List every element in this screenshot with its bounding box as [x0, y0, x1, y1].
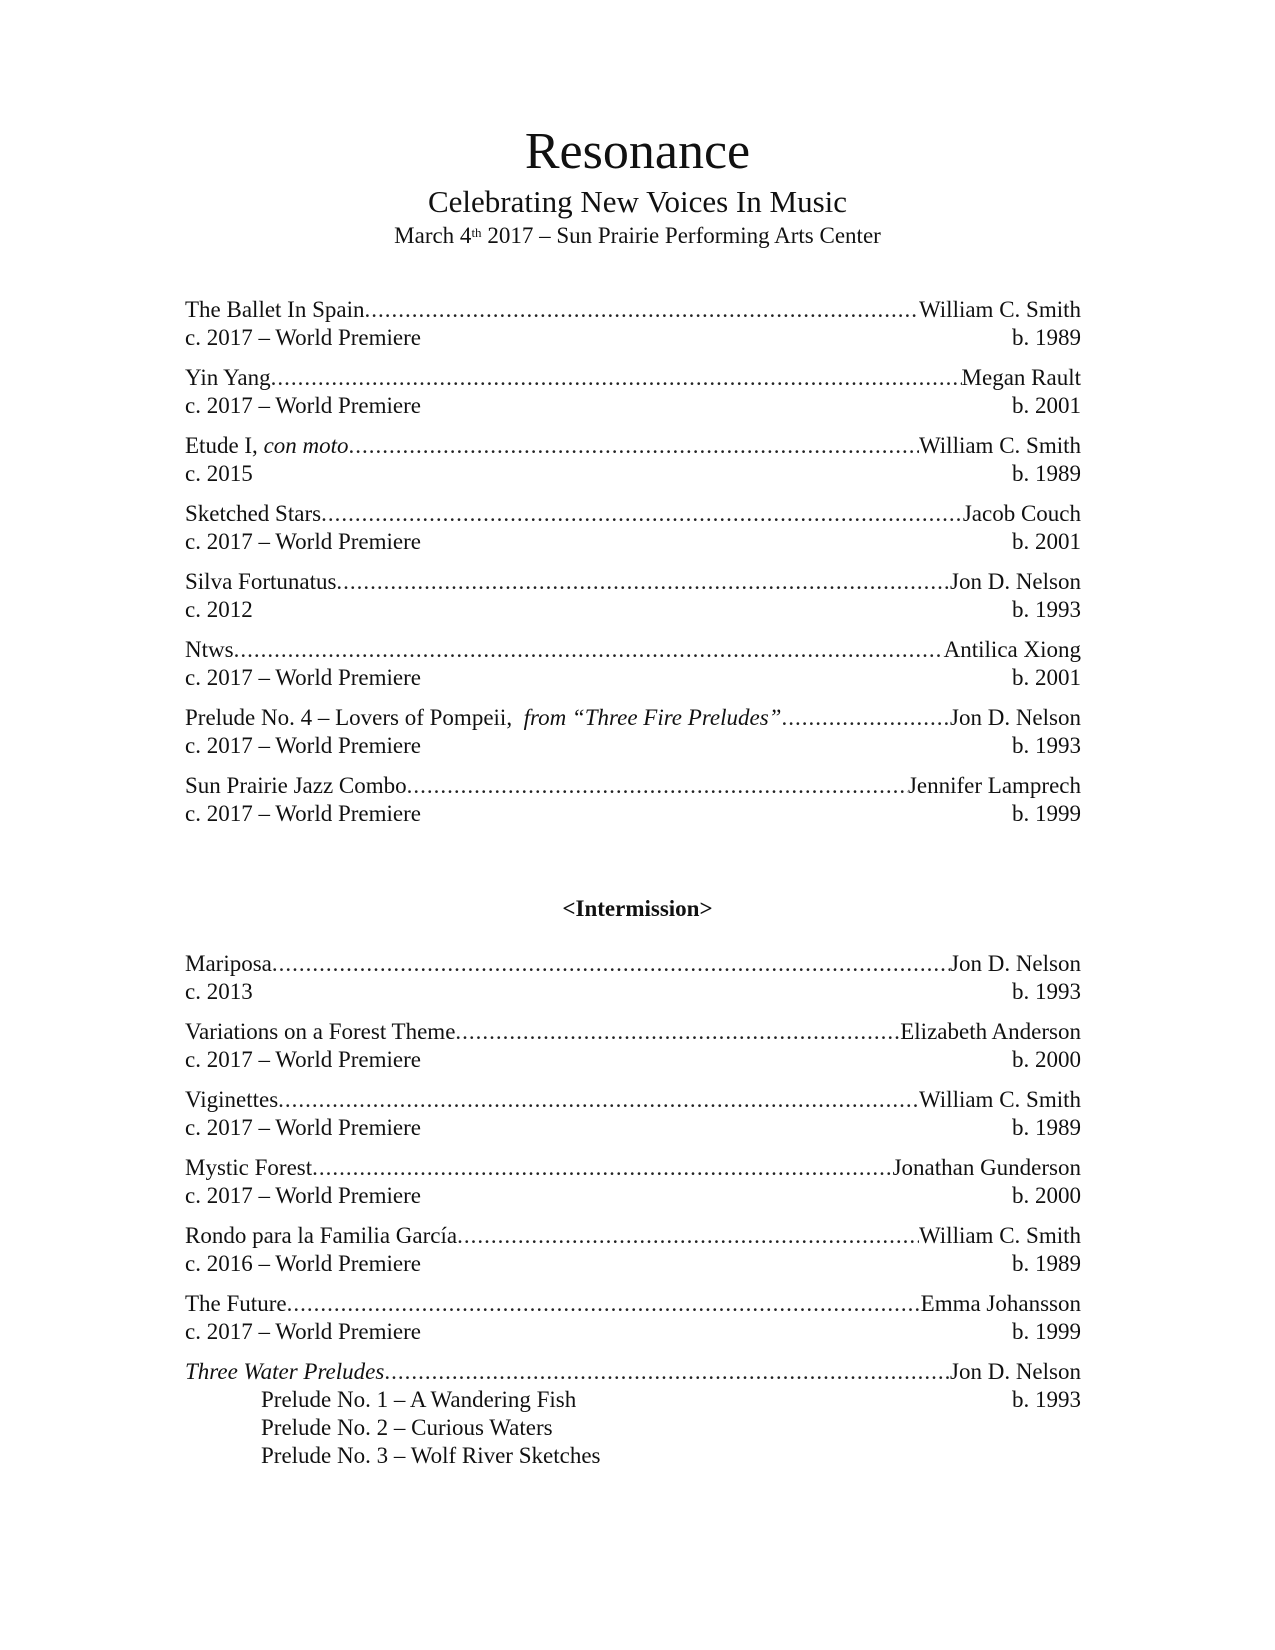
composition-date: c. 2017 – World Premiere [185, 801, 421, 826]
dot-leader [407, 772, 908, 800]
piece-title [185, 772, 407, 800]
date-ordinal: th [471, 225, 482, 240]
dot-leader [234, 636, 944, 664]
composition-date: c. 2013 [185, 979, 253, 1004]
composer-name: Jon D. Nelson [950, 1359, 1081, 1384]
date-text: March 4 [394, 223, 472, 248]
composition-date: c. 2017 – World Premiere [185, 1319, 421, 1344]
piece-title [185, 704, 781, 732]
dot-leader [781, 704, 950, 732]
composer-birth-year: b. 1993 [1012, 733, 1081, 758]
movement-list [261, 1386, 961, 1470]
composition-date: c. 2012 [185, 597, 253, 622]
piece-title [185, 636, 234, 664]
composer-name: William C. Smith [919, 1223, 1081, 1248]
piece-title-text: Mystic Forest [185, 1155, 313, 1180]
piece-title-italic: con moto [263, 433, 349, 458]
piece-title [185, 500, 321, 528]
piece-title [185, 432, 349, 460]
composition-date: c. 2017 – World Premiere [185, 665, 421, 690]
piece-title [185, 296, 365, 324]
program-entry [185, 364, 1081, 420]
program-entry [185, 1086, 1081, 1142]
piece-title-text: The Future [185, 1291, 287, 1316]
composition-date: c. 2017 – World Premiere [185, 1183, 421, 1208]
composer-name: Emma Johansson [920, 1291, 1081, 1316]
piece-title-text: Etude I, [185, 433, 264, 458]
program-entry [185, 636, 1081, 692]
program-entry [185, 1154, 1081, 1210]
composer-birth-year: b. 1989 [1012, 1251, 1081, 1276]
program-entry [185, 704, 1081, 760]
composer-name: William C. Smith [919, 297, 1081, 322]
concert-subtitle: Celebrating New Voices In Music [428, 184, 847, 219]
composition-date: c. 2016 – World Premiere [185, 1251, 421, 1276]
intermission-label: <Intermission> [562, 896, 713, 921]
composer-name: Jennifer Lamprech [907, 773, 1081, 798]
composer-name: William C. Smith [919, 433, 1081, 458]
composer-birth-year: b. 2000 [1012, 1047, 1081, 1072]
dot-leader [336, 568, 950, 596]
program-entry [185, 1222, 1081, 1278]
composer-birth-year: b. 2001 [1012, 529, 1081, 554]
program-entry [185, 296, 1081, 352]
piece-title [185, 1086, 278, 1114]
program-entry [185, 432, 1081, 488]
composer-birth-year: b. 1993 [1012, 979, 1081, 1004]
composer-birth-year: b. 1999 [1012, 1319, 1081, 1344]
piece-title [185, 1222, 457, 1250]
composer-name: Jonathan Gunderson [892, 1155, 1081, 1180]
movement-item: Prelude No. 1 – A Wandering Fish [261, 1387, 577, 1412]
piece-title [185, 568, 336, 596]
program-entry [185, 1290, 1081, 1346]
composition-date: c. 2015 [185, 461, 253, 486]
composer-birth-year: b. 1989 [1012, 461, 1081, 486]
piece-title-text: Sketched Stars [185, 501, 322, 526]
composer-birth-year: b. 1989 [1012, 325, 1081, 350]
dot-leader [365, 296, 920, 324]
dot-leader [384, 1358, 950, 1386]
piece-title-text: Yin Yang [185, 365, 271, 390]
composer-birth-year: b. 1999 [1012, 801, 1081, 826]
composer-birth-year: b. 1993 [1012, 597, 1081, 622]
composer-name: Jon D. Nelson [950, 951, 1081, 976]
composition-date: c. 2017 – World Premiere [185, 1047, 421, 1072]
piece-title-text: Silva Fortunatus [185, 569, 337, 594]
dot-leader [455, 1018, 900, 1046]
piece-title-text: Prelude No. 4 – Lovers of Pompeii, [185, 705, 524, 730]
composer-name: Jon D. Nelson [950, 569, 1081, 594]
composer-name: William C. Smith [919, 1087, 1081, 1112]
movement-item: Prelude No. 2 – Curious Waters [261, 1415, 553, 1440]
composer-birth-year: b. 2000 [1012, 1183, 1081, 1208]
dot-leader [349, 432, 919, 460]
dot-leader [271, 364, 962, 392]
composer-name: Megan Rault [961, 365, 1081, 390]
venue-text: 2017 – Sun Prairie Performing Arts Center [481, 223, 881, 248]
piece-title [185, 1154, 312, 1182]
program-entry-final [185, 1358, 1081, 1470]
composer-birth-year: b. 2001 [1012, 665, 1081, 690]
composition-date: c. 2017 – World Premiere [185, 325, 421, 350]
dot-leader [278, 1086, 919, 1114]
composer-birth-year: b. 1993 [1012, 1387, 1081, 1412]
piece-title [185, 364, 271, 392]
piece-title-italic: Three Water Preludes [185, 1359, 385, 1384]
composer-name: Antilica Xiong [943, 637, 1081, 662]
piece-title [185, 950, 272, 978]
piece-title [185, 1290, 287, 1318]
dot-leader [312, 1154, 892, 1182]
composer-name: Elizabeth Anderson [900, 1019, 1081, 1044]
composer-birth-year: b. 1989 [1012, 1115, 1081, 1140]
piece-title-text: The Ballet In Spain [185, 297, 365, 322]
piece-title-text: Mariposa [185, 951, 272, 976]
composer-name: Jon D. Nelson [950, 705, 1081, 730]
program-entry [185, 1018, 1081, 1074]
piece-title-text: Variations on a Forest Theme [185, 1019, 456, 1044]
movement-item: Prelude No. 3 – Wolf River Sketches [261, 1443, 601, 1468]
composer-birth-year: b. 2001 [1012, 393, 1081, 418]
piece-title-italic: from “Three Fire Preludes” [523, 705, 782, 730]
dot-leader [287, 1290, 921, 1318]
composition-date: c. 2017 – World Premiere [185, 1115, 421, 1140]
piece-title-text: Viginettes [185, 1087, 279, 1112]
program-entry [185, 500, 1081, 556]
dot-leader [272, 950, 950, 978]
composition-date: c. 2017 – World Premiere [185, 393, 421, 418]
composer-name: Jacob Couch [962, 501, 1081, 526]
program-entry [185, 772, 1081, 828]
composition-date: c. 2017 – World Premiere [185, 733, 421, 758]
piece-title-text: Rondo para la Familia García [185, 1223, 458, 1248]
piece-title-text: Sun Prairie Jazz Combo [185, 773, 407, 798]
composition-date: c. 2017 – World Premiere [185, 529, 421, 554]
program-entry [185, 950, 1081, 1006]
concert-date-venue [0, 222, 1275, 250]
dot-leader [321, 500, 963, 528]
concert-title: Resonance [524, 123, 751, 180]
piece-title-text: Ntws [185, 637, 234, 662]
dot-leader [457, 1222, 919, 1250]
piece-title [185, 1018, 455, 1046]
program-entry [185, 568, 1081, 624]
